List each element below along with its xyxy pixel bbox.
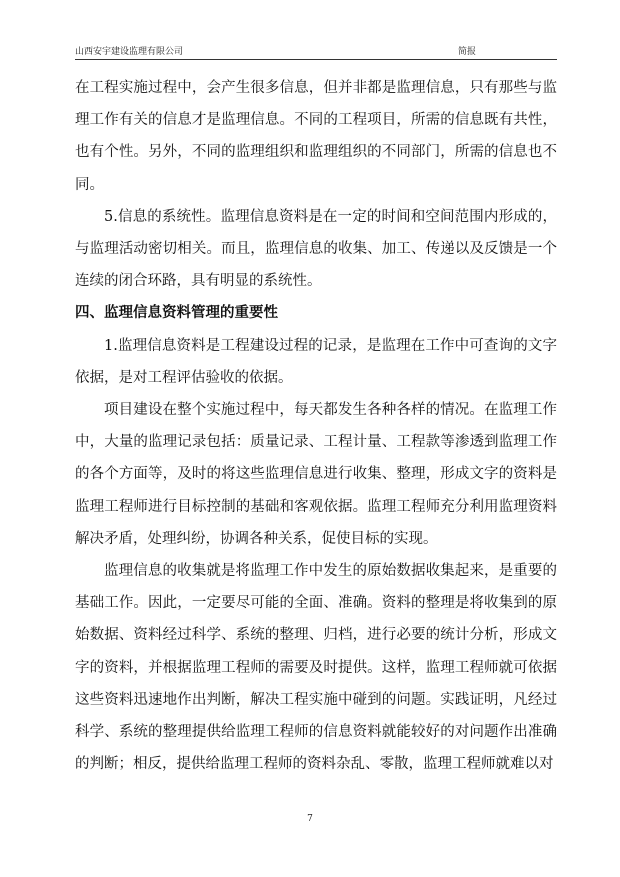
page-number: 7 (307, 814, 313, 824)
paragraph-systematic: 5.信息的系统性。监理信息资料是在一定的时间和空间范围内形成的，与监理活动密切相关。而且，监理信息的收集、加工、传递以及反馈是一个连续的闭合环路，具有明显的系统性。 (75, 208, 557, 290)
paragraph-record: 1.监理信息资料是工程建设过程的记录，是监理在工作中可查询的文字依据，是对工程评估验收的依据。 (75, 337, 557, 386)
paragraph-project: 项目建设在整个实施过程中，每天都发生各种各样的情况。在监理工作中，大量的监理记录包括：质量记录、工程计量、工程款等渗透到监理工作的各个方面等，及时的将这些监理信息进行收集、整理，形成文字的资料是监理工程师进行目标控制的基础和客观依据。监理工程师充分利用监理资料解决矛盾，处理纠纷，协调各种关系，促使目标的实现。 (75, 402, 557, 547)
header-divider (75, 59, 557, 60)
paragraph-continuation: 在工程实施过程中，会产生很多信息，但并非都是监理信息，只有那些与监理工作有关的信息才是监理信息。不同的工程项目，所需的信息既有共性，也有个性。另外，不同的监理组织和监理组织的不同部门，所需的信息也不同。 (75, 80, 557, 193)
page-header (75, 42, 557, 58)
company-name: 山西安宇建设监理有限公司 (75, 47, 184, 57)
section-heading: 四、监理信息资料管理的重要性 (75, 305, 278, 322)
document-type: 简报 (458, 47, 477, 57)
document-body (75, 72, 557, 780)
paragraph-collection: 监理信息的收集就是将监理工作中发生的原始数据收集起来，是重要的基础工作。因此，一定要尽可能的全面、准确。资料的整理是将收集到的原始数据、资料经过科学、系统的整理、归档，进行必要的统计分析，形成文字的资料，并根据监理工程师的需要及时提供。这样，监理工程师就可依据这些资料迅速地作出判断，解决工程实施中碰到的问题。实践证明，凡经过科学、系统的整理提供给监理工程师的信息资料就能较好的对问题作出准确的判断；相反，提供给监理工程师的资料杂乱、零散，监理工程师就难以对 (75, 563, 557, 773)
